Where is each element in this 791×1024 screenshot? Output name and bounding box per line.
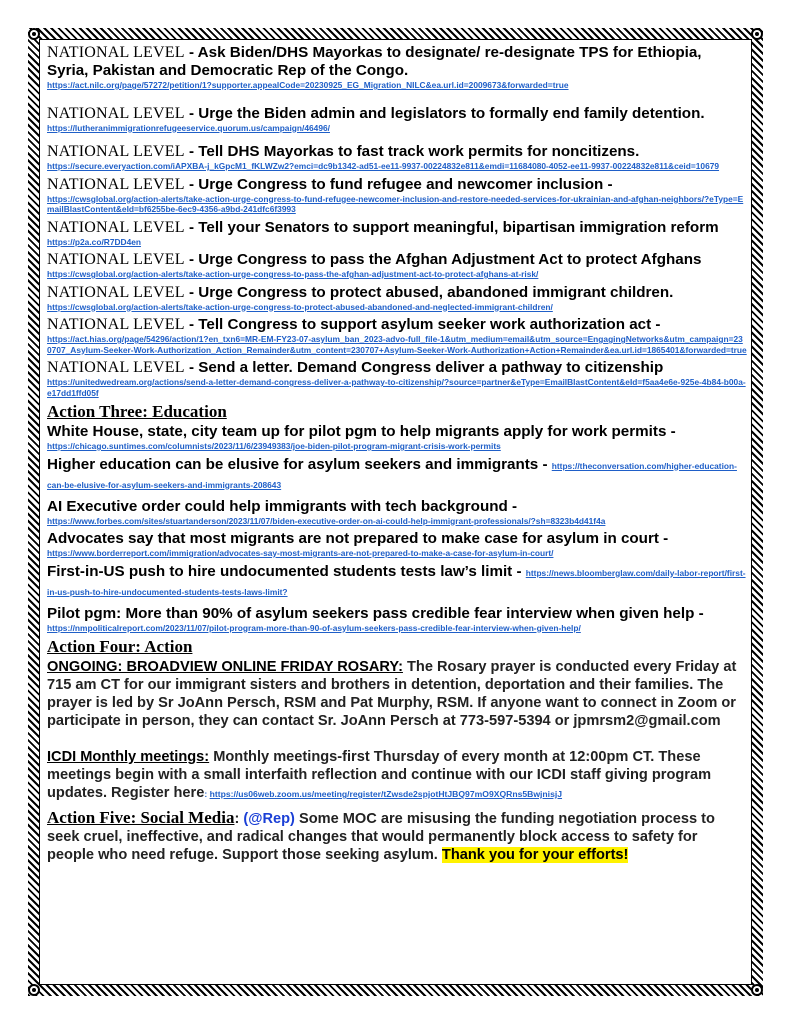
education-headline xyxy=(47,456,747,494)
level-dash: - xyxy=(184,316,199,333)
section-title-action: Action Four: Action xyxy=(47,637,193,656)
action-headline xyxy=(47,316,747,334)
action-text: Tell DHS Mayorkas to fast track work permits for noncitizens. xyxy=(198,143,640,160)
social-text: Some MOC are misusing the funding negotiation process to seek cruel, ineffective, and radical changes that would permanently block access to safety for people who need refuge. Support those seeking asylum. xyxy=(47,811,715,863)
rosary-text: The Rosary prayer is conducted every Friday at 715 am CT for our immigrant sisters and brothers in detention, deportation and their families. The prayer is led by Sr JoAnn Persch, RSM and Pat Murphy, RSM. If anyone want to connect in Zoom or participate in person, they can contact Sr. JoAnn Persch at 773-597-5394 or jpmrsm2@gmail.com xyxy=(47,659,737,729)
rosary-paragraph xyxy=(47,658,747,730)
national-action-item xyxy=(47,359,747,398)
level-label: NATIONAL LEVEL xyxy=(47,143,185,160)
corner-ornament-icon xyxy=(28,984,40,996)
education-link[interactable]: https://www.forbes.com/sites/stuartanderson/2023/11/07/biden-executive-order-on-ai-could-help-immigrant-professionals/?sh=8323b4d41f4a xyxy=(47,515,606,526)
action-link[interactable]: https://act.hias.org/page/54296/action/1?en_txn6=MR-EM-FY23-07-asylum_ban_2023-advo-full_file-1&utm_medium=email&utm_source=EngagingNetworks&utm_campaign=230707_Asylum-Seeker-Work-Authorization_Action_Remainder&utm_content=230707+Asylum-Seeker-Work-Authorization+Action+Remainder&ea.url.id=1865401&forwarded=true xyxy=(47,334,747,355)
action-text: Urge Congress to protect abused, abandoned immigrant children. xyxy=(198,283,674,301)
corner-ornament-icon xyxy=(751,28,763,40)
section-title-social-media: Action Five: Social Media xyxy=(47,808,235,827)
national-action-item xyxy=(47,105,747,134)
national-action-item xyxy=(47,219,747,248)
national-action-item xyxy=(47,251,747,280)
action-text: Tell your Senators to support meaningful, bipartisan immigration reform xyxy=(198,218,719,236)
education-item xyxy=(47,498,747,527)
action-text: Send a letter. Demand Congress deliver a pathway to citizenship xyxy=(198,359,664,376)
education-text: White House, state, city team up for pilot pgm to help migrants apply for work permits - xyxy=(47,423,676,440)
education-text: First-in-US push to hire undocumented students tests law’s limit - xyxy=(47,562,522,580)
education-headline xyxy=(47,498,747,516)
education-text: AI Executive order could help immigrants with tech background - xyxy=(47,497,518,515)
action-text: Urge Congress to fund refugee and newcomer inclusion - xyxy=(198,175,613,193)
level-dash: - xyxy=(184,218,199,236)
education-headline xyxy=(47,423,747,441)
action-text: Urge Congress to pass the Afghan Adjustment Act to protect Afghans xyxy=(198,251,702,268)
action-headline xyxy=(47,251,747,269)
level-dash: - xyxy=(184,44,198,61)
education-item xyxy=(47,423,747,452)
national-action-item xyxy=(47,44,747,91)
national-action-item xyxy=(47,316,747,355)
action-link[interactable]: https://unitedwedream.org/actions/send-a-letter-demand-congress-deliver-a-pathway-to-citizenship/?source=partner&eType=EmailBlastContent&eId=f5aa4e6e-925e-4b84-b00a-e17dd1ffd05f xyxy=(47,377,746,398)
action-link[interactable]: https://cwsglobal.org/action-alerts/take-action-urge-congress-to-pass-the-afghan-adjustment-act-to-protect-afghans-at-risk/ xyxy=(47,269,539,279)
education-item xyxy=(47,605,747,634)
icdi-colon: : xyxy=(204,789,210,799)
action-headline xyxy=(47,219,747,237)
action-link[interactable]: https://act.nilc.org/page/57272/petition/1?supporter.appealCode=20230925_EG_Migration_NILC&ea.url.id=2009673&forwarded=true xyxy=(47,80,569,90)
action-link[interactable]: https://cwsglobal.org/action-alerts/take-action-urge-congress-to-fund-refugee-newcomer-inclusion-and-restore-needed-services-for-ukrainian-and-afghan-neighbors/?eType=EmailBlastContent&eId=bf6255be-6ec9-4356-a9bd-241dfc6f3993 xyxy=(47,193,744,214)
level-dash: - xyxy=(184,359,199,376)
level-label: NATIONAL LEVEL xyxy=(47,359,185,376)
level-dash: - xyxy=(184,143,199,160)
action-text: Tell Congress to support asylum seeker work authorization act - xyxy=(198,316,661,333)
level-label: NATIONAL LEVEL xyxy=(47,316,185,333)
action-link[interactable]: https://p2a.co/R7DD4en xyxy=(47,236,142,247)
education-text: Pilot pgm: More than 90% of asylum seekers pass credible fear interview when given help - xyxy=(47,604,704,622)
action-headline xyxy=(47,143,747,161)
action-headline xyxy=(47,105,747,123)
education-text: Higher education can be elusive for asylum seekers and immigrants - xyxy=(47,455,548,473)
icdi-text: Monthly meetings-first Thursday of every month at 12:00pm CT. These meetings begin with a small interfaith reflection and continue with our ICDI staff giving program updates. Register here xyxy=(47,749,712,801)
education-link[interactable]: https://chicago.suntimes.com/columnists/2023/11/6/23949383/joe-biden-pilot-program-migrant-crisis-work-permits xyxy=(47,441,501,451)
action-headline xyxy=(47,284,747,302)
action-text: Urge the Biden admin and legislators to formally end family detention. xyxy=(198,104,705,122)
national-action-item xyxy=(47,176,747,215)
level-label: NATIONAL LEVEL xyxy=(47,104,185,122)
rep-handle: (@Rep) xyxy=(243,811,295,827)
level-label: NATIONAL LEVEL xyxy=(47,175,185,193)
national-action-item xyxy=(47,284,747,313)
rosary-heading: ONGOING: BROADVIEW ONLINE FRIDAY ROSARY: xyxy=(47,659,403,675)
education-link[interactable]: https://news.bloomberglaw.com/daily-labor-report/first-in-us-push-to-hire-undocumented-students-tests-laws-limit? xyxy=(47,567,746,597)
education-headline xyxy=(47,605,747,623)
action-headline xyxy=(47,44,747,80)
icdi-heading: ICDI Monthly meetings: xyxy=(47,749,210,765)
level-label: NATIONAL LEVEL xyxy=(47,218,185,236)
education-headline xyxy=(47,530,747,548)
education-text: Advocates say that most migrants are not prepared to make case for asylum in court - xyxy=(47,530,669,547)
national-level-list xyxy=(47,44,747,398)
social-colon: : xyxy=(234,811,244,827)
education-item xyxy=(47,530,747,559)
education-headline xyxy=(47,563,747,601)
action-text: Ask Biden/DHS Mayorkas to designate/ re-designate TPS for Ethiopia, Syria, Pakistan and Democratic Rep of the Congo. xyxy=(47,44,702,79)
level-dash: - xyxy=(184,104,199,122)
level-dash: - xyxy=(184,251,199,268)
education-link[interactable]: https://theconversation.com/higher-education-can-be-elusive-for-asylum-seekers-and-immigrants-208643 xyxy=(47,460,737,490)
social-media-paragraph xyxy=(47,809,747,864)
section-title-education: Action Three: Education xyxy=(47,402,227,421)
education-list xyxy=(47,423,747,633)
icdi-paragraph xyxy=(47,748,747,803)
action-link[interactable]: https://lutheranimmigrationrefugeeservice.quorum.us/campaign/46496/ xyxy=(47,122,330,133)
action-link[interactable]: https://cwsglobal.org/action-alerts/take-action-urge-congress-to-protect-abused-abandoned-and-neglected-immigrant-children/ xyxy=(47,301,553,312)
document-body xyxy=(47,44,747,984)
national-action-item xyxy=(47,143,747,172)
education-item xyxy=(47,456,747,494)
corner-ornament-icon xyxy=(28,28,40,40)
education-link[interactable]: https://www.borderreport.com/immigration/advocates-say-most-migrants-are-not-prepared-to-make-a-case-for-asylum-in-court/ xyxy=(47,548,554,558)
level-dash: - xyxy=(184,175,199,193)
thank-you-highlight: Thank you for your efforts! xyxy=(441,847,629,863)
action-headline xyxy=(47,359,747,377)
corner-ornament-icon xyxy=(751,984,763,996)
level-label: NATIONAL LEVEL xyxy=(47,44,185,61)
level-dash: - xyxy=(184,283,199,301)
action-headline xyxy=(47,176,747,194)
education-item xyxy=(47,563,747,601)
action-link[interactable]: https://secure.everyaction.com/iAPXBA-j_kGpcM1_fKLWZw2?emci=dc9b1342-ad51-ee11-9937-00224832e811&emdi=11684080-4052-ee11-9937-00224832e811&ceid=10679 xyxy=(47,161,720,171)
level-label: NATIONAL LEVEL xyxy=(47,251,185,268)
education-link[interactable]: https://nmpoliticalreport.com/2023/11/07/pilot-program-more-than-90-of-asylum-seekers-pass-credible-fear-interview-when-given-help/ xyxy=(47,622,581,633)
level-label: NATIONAL LEVEL xyxy=(47,283,185,301)
icdi-register-link[interactable]: https://us06web.zoom.us/meeting/register/tZwsde2spjotHtJBQ97mO9XQRns5BwjnisjJ xyxy=(209,789,563,799)
